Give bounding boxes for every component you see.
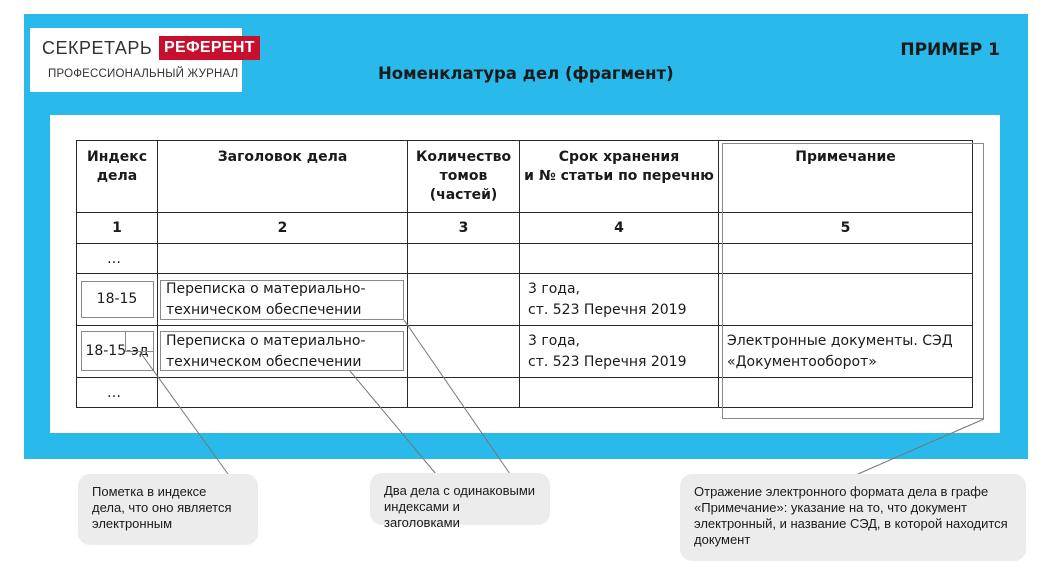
ellipsis-cell: … (77, 244, 158, 274)
document-title: Номенклатура дел (фрагмент) (378, 64, 674, 83)
case-note: Электронные документы. СЭД «Документооборот» (719, 326, 973, 378)
column-number: 5 (719, 213, 973, 244)
logo-subtitle: ПРОФЕССИОНАЛЬНЫЙ ЖУРНАЛ (48, 68, 239, 80)
column-number: 1 (77, 213, 158, 244)
case-title: Переписка о материально- техническом обеспечении (158, 274, 408, 326)
header-volumes: Количество томов (частей) (408, 141, 520, 213)
header-title: Заголовок дела (158, 141, 408, 213)
callout-note-column: Отражение электронного формата дела в графе «Примечание»: указание на то, что документ электронный, и название СЭД, в которой находится документ (680, 474, 1026, 561)
logo-word-secretary: СЕКРЕТАРЬ (42, 38, 153, 58)
column-number: 3 (408, 213, 520, 244)
case-title: Переписка о материально- техническом обеспечении (158, 326, 408, 378)
header-index: Индекс дела (77, 141, 158, 213)
case-retention: 3 года, ст. 523 Перечня 2019 (520, 274, 719, 326)
logo-word-referent: РЕФЕРЕНТ (159, 36, 260, 60)
header-note: Примечание (719, 141, 973, 213)
case-index: 18-15-эд (77, 326, 158, 378)
callout-index-mark: Пометка в индексе дела, что оно является электронным (78, 474, 258, 545)
column-number: 2 (158, 213, 408, 244)
case-index: 18-15 (77, 274, 158, 326)
callout-same-cases: Два дела с одинаковыми индексами и заголовками (370, 473, 550, 525)
column-number: 4 (520, 213, 719, 244)
ellipsis-cell: … (77, 378, 158, 408)
header-retention: Срок хранения и № статьи по перечню (520, 141, 719, 213)
example-label: ПРИМЕР 1 (900, 40, 1000, 60)
case-retention: 3 года, ст. 523 Перечня 2019 (520, 326, 719, 378)
